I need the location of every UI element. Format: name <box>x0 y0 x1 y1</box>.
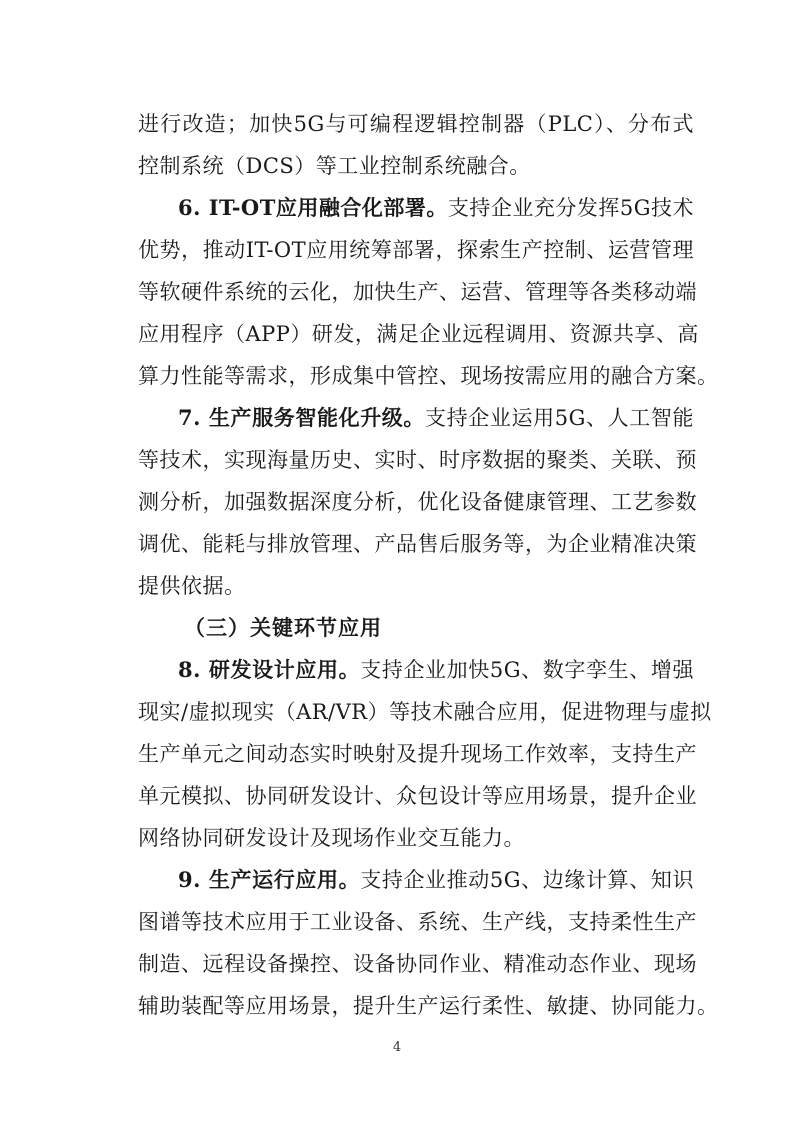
paragraph-line: 网络协同研发设计及现场作业交互能力。 <box>138 826 525 850</box>
paragraph-line: 等技术，实现海量历史、实时、时序数据的聚类、关联、预 <box>138 448 697 472</box>
paragraph-line: 现实/虚拟现实（AR/VR）等技术融合应用，促进物理与虚拟 <box>138 700 712 724</box>
paragraph-line: 测分析，加强数据深度分析，优化设备健康管理、工艺参数 <box>138 490 697 514</box>
section-8-title: 8. 研发设计应用。 <box>178 657 361 682</box>
section-9-title: 9. 生产运行应用。 <box>178 867 361 892</box>
paragraph-line: 等软硬件系统的云化，加快生产、运营、管理等各类移动端 <box>138 280 697 304</box>
section-8-lead-line: 8. 研发设计应用。支持企业加快5G、数字孪生、增强 <box>178 657 695 682</box>
paragraph-line: 调优、能耗与排放管理、产品售后服务等，为企业精准决策 <box>138 532 697 556</box>
section-7-lead-line: 7. 生产服务智能化升级。支持企业运用5G、人工智能 <box>178 405 694 430</box>
paragraph-line: 制造、远程设备操控、设备协同作业、精准动态作业、现场 <box>138 952 697 976</box>
paragraph-line: 进行改造；加快5G与可编程逻辑控制器（PLC）、分布式 <box>138 112 694 136</box>
section-7-title: 7. 生产服务智能化升级。 <box>178 405 426 430</box>
paragraph-line: 提供依据。 <box>138 574 246 598</box>
paragraph-line: 图谱等技术应用于工业设备、系统、生产线，支持柔性生产 <box>138 910 697 934</box>
paragraph-line: 单元模拟、协同研发设计、众包设计等应用场景，提升企业 <box>138 784 697 808</box>
section-9-lead-line: 9. 生产运行应用。支持企业推动5G、边缘计算、知识 <box>178 867 695 892</box>
page-number: 4 <box>392 1040 402 1055</box>
paragraph-line: 算力性能等需求，形成集中管控、现场按需应用的融合方案。 <box>138 364 719 388</box>
section-6-title: 6. IT-OT应用融合化部署。 <box>178 195 448 220</box>
paragraph-line: 生产单元之间动态实时映射及提升现场工作效率，支持生产 <box>138 742 697 766</box>
paragraph-line: 优势，推动IT-OT应用统筹部署，探索生产控制、运营管理 <box>138 238 694 262</box>
paragraph-line: 控制系统（DCS）等工业控制系统融合。 <box>138 154 531 178</box>
subsection-heading: （三）关键环节应用 <box>184 615 382 640</box>
paragraph-line: 应用程序（APP）研发，满足企业远程调用、资源共享、高 <box>138 322 699 346</box>
section-6-lead-line: 6. IT-OT应用融合化部署。支持企业充分发挥5G技术 <box>178 195 695 220</box>
paragraph-line: 辅助装配等应用场景，提升生产运行柔性、敏捷、协同能力。 <box>138 994 719 1018</box>
